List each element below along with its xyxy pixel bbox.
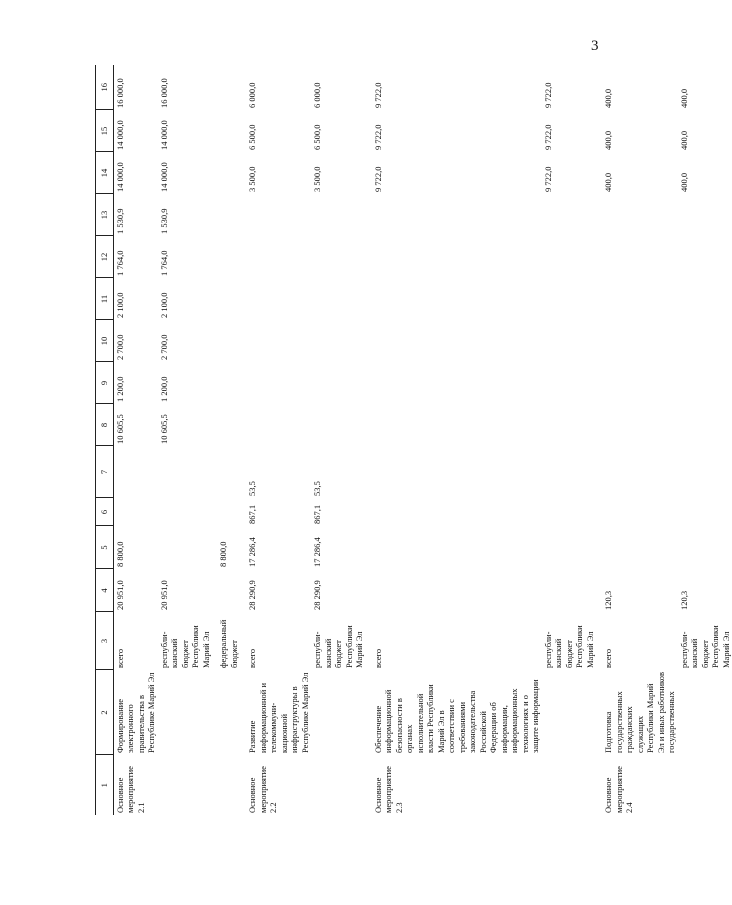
funding-source-cell: всего <box>603 648 613 668</box>
value-cell <box>311 404 366 446</box>
value-cell <box>372 446 542 498</box>
column-number-13: 13 <box>96 194 114 236</box>
value-cell: 8 800,0 <box>218 541 228 567</box>
value-cell: 2 100,0 <box>158 292 169 318</box>
value-cell <box>311 236 366 278</box>
column-number-7: 7 <box>96 446 114 498</box>
value-cell <box>158 526 213 569</box>
column-number-row <box>96 65 114 815</box>
column-number-14: 14 <box>96 152 114 194</box>
value-cell <box>602 278 678 320</box>
event-cell: Основное мероприятие 2.3 <box>372 766 404 813</box>
value-cell <box>372 526 542 569</box>
value-cell <box>212 194 240 236</box>
value-cell: 9 722,0 <box>372 166 383 192</box>
event-cell: Основное мероприятие 2.4 <box>603 766 634 813</box>
value-cell <box>212 152 240 194</box>
event-cell: Основное мероприятие 2.2 <box>247 766 278 813</box>
value-cell: 28 290,9 <box>247 580 257 610</box>
value-cell <box>678 404 732 446</box>
value-cell <box>158 498 213 526</box>
value-cell <box>542 362 597 404</box>
value-cell: 2 700,0 <box>158 334 169 360</box>
column-number-4: 4 <box>96 569 114 612</box>
event-cell <box>158 755 213 815</box>
value-cell <box>372 404 542 446</box>
value-cell: 10 605,5 <box>158 414 169 444</box>
funding-source-cell: республи-канский бюджет Республики Марий Эл <box>312 625 364 668</box>
funding-source-cell: всего <box>372 648 383 668</box>
value-cell <box>678 362 732 404</box>
value-cell <box>602 498 678 526</box>
column-number-1: 1 <box>96 755 114 815</box>
value-cell <box>212 278 240 320</box>
value-cell: 2 700,0 <box>114 334 125 360</box>
value-cell <box>678 446 732 498</box>
value-cell: 16 000,0 <box>114 78 125 108</box>
value-cell <box>311 194 366 236</box>
column-number-15: 15 <box>96 110 114 152</box>
value-cell <box>246 404 311 446</box>
event-name-cell: Формирование электронного правительства в Республике Марий Эл <box>114 672 156 753</box>
value-cell <box>311 320 366 362</box>
value-cell <box>113 446 158 498</box>
table-row <box>678 65 732 815</box>
event-cell <box>542 755 597 815</box>
value-cell: 3 500,0 <box>247 166 257 192</box>
value-cell <box>212 446 240 498</box>
table-row <box>246 65 311 815</box>
value-cell <box>678 320 732 362</box>
value-cell <box>542 498 597 526</box>
value-cell <box>311 278 366 320</box>
event-name-cell <box>678 670 732 755</box>
table-row <box>158 65 213 815</box>
value-cell: 400,0 <box>603 130 613 150</box>
value-cell <box>602 236 678 278</box>
value-cell <box>212 569 240 612</box>
value-cell <box>678 236 732 278</box>
value-cell: 17 286,4 <box>247 537 257 567</box>
value-cell <box>246 194 311 236</box>
value-cell: 3 500,0 <box>312 166 322 192</box>
value-cell <box>372 194 542 236</box>
value-cell <box>678 194 732 236</box>
event-name-cell <box>158 670 213 755</box>
rotated-table-page <box>95 45 731 815</box>
value-cell: 14 000,0 <box>114 162 125 192</box>
value-cell <box>372 320 542 362</box>
column-number-16: 16 <box>96 65 114 110</box>
value-cell <box>212 236 240 278</box>
value-cell <box>542 526 597 569</box>
value-cell: 6 500,0 <box>247 124 257 150</box>
value-cell <box>602 526 678 569</box>
funding-source-cell: республи-канский бюджет Республики Марий Эл <box>542 625 595 668</box>
value-cell: 9 722,0 <box>542 166 553 192</box>
value-cell <box>212 110 240 152</box>
value-cell: 6 000,0 <box>312 82 322 108</box>
value-cell <box>542 236 597 278</box>
value-cell <box>542 194 597 236</box>
value-cell <box>542 320 597 362</box>
value-cell: 20 951,0 <box>158 580 169 610</box>
value-cell <box>246 320 311 362</box>
funding-source-cell: федеральный бюджет <box>218 619 239 668</box>
column-number-6: 6 <box>96 498 114 526</box>
value-cell: 400,0 <box>678 88 689 108</box>
value-cell: 120,3 <box>678 590 689 610</box>
value-cell: 14 000,0 <box>158 162 169 192</box>
table-row <box>212 65 240 815</box>
column-number-12: 12 <box>96 236 114 278</box>
value-cell <box>542 569 597 612</box>
value-cell: 2 100,0 <box>114 292 125 318</box>
value-cell: 400,0 <box>678 130 689 150</box>
column-number-10: 10 <box>96 320 114 362</box>
funding-source-cell: всего <box>114 648 125 668</box>
value-cell: 28 290,9 <box>312 580 322 610</box>
budget-table <box>95 65 732 815</box>
table-row <box>602 65 678 815</box>
value-cell <box>542 278 597 320</box>
value-cell: 6 500,0 <box>312 124 322 150</box>
event-cell <box>678 755 732 815</box>
value-cell: 6 000,0 <box>247 82 257 108</box>
column-number-2: 2 <box>96 670 114 755</box>
value-cell: 400,0 <box>678 172 689 192</box>
value-cell: 867,1 <box>247 504 257 524</box>
value-cell <box>602 404 678 446</box>
value-cell <box>372 569 542 612</box>
value-cell <box>246 236 311 278</box>
value-cell <box>678 526 732 569</box>
value-cell <box>212 320 240 362</box>
value-cell <box>602 446 678 498</box>
value-cell: 9 722,0 <box>542 124 553 150</box>
value-cell: 1 530,9 <box>158 208 169 234</box>
value-cell <box>602 320 678 362</box>
value-cell: 53,5 <box>247 481 257 496</box>
table-row <box>113 65 158 815</box>
value-cell: 1 764,0 <box>158 250 169 276</box>
table-row <box>372 65 542 815</box>
value-cell <box>542 446 597 498</box>
value-cell <box>246 278 311 320</box>
column-number-5: 5 <box>96 526 114 569</box>
value-cell: 20 951,0 <box>114 580 125 610</box>
value-cell: 120,3 <box>603 590 613 610</box>
value-cell <box>602 362 678 404</box>
event-name-cell: Обеспечение информационной безопасности в органах исполнительной власти Республики Марий Эл в соответствии с требованиями законодательства Российской Федерации об информации, информационных технологиях и о защите информации <box>372 679 540 753</box>
event-cell <box>212 755 240 815</box>
event-name-cell <box>311 670 366 755</box>
value-cell <box>542 404 597 446</box>
value-cell <box>212 498 240 526</box>
value-cell: 9 722,0 <box>542 82 553 108</box>
column-number-9: 9 <box>96 362 114 404</box>
funding-source-cell: республи-канский бюджет Республики Марий Эл <box>678 625 731 668</box>
value-cell: 16 000,0 <box>158 78 169 108</box>
table-row <box>542 65 597 815</box>
value-cell: 9 722,0 <box>372 82 383 108</box>
value-cell: 1 200,0 <box>114 376 125 402</box>
value-cell: 53,5 <box>312 481 322 496</box>
event-name-cell: Подготовка государственных гражданских служащих Республики Марий Эл и иных работников государственных <box>603 672 676 753</box>
column-number-8: 8 <box>96 404 114 446</box>
value-cell <box>678 498 732 526</box>
event-name-cell <box>212 670 240 755</box>
event-cell: Основное мероприятие 2.1 <box>114 766 146 813</box>
value-cell <box>602 194 678 236</box>
value-cell <box>212 362 240 404</box>
page-number: 3 <box>591 38 599 54</box>
column-number-3: 3 <box>96 612 114 670</box>
value-cell <box>113 498 158 526</box>
value-cell: 14 000,0 <box>114 120 125 150</box>
value-cell: 9 722,0 <box>372 124 383 150</box>
value-cell <box>372 362 542 404</box>
value-cell <box>678 278 732 320</box>
value-cell <box>158 446 213 498</box>
value-cell <box>372 236 542 278</box>
value-cell: 400,0 <box>603 88 613 108</box>
value-cell <box>246 362 311 404</box>
table-row <box>311 65 366 815</box>
funding-source-cell: всего <box>247 648 257 668</box>
value-cell: 867,1 <box>312 504 322 524</box>
event-name-cell <box>542 670 597 755</box>
column-number-11: 11 <box>96 278 114 320</box>
event-name-cell: Развитие информационной и телекоммуни-кационной инфраструктуры в Республике Марий Эл <box>247 672 310 753</box>
event-cell <box>311 755 366 815</box>
value-cell: 14 000,0 <box>158 120 169 150</box>
value-cell <box>311 362 366 404</box>
value-cell: 1 764,0 <box>114 250 125 276</box>
value-cell: 8 800,0 <box>114 541 125 567</box>
value-cell <box>212 65 240 110</box>
funding-source-cell: республи-канский бюджет Республики Марий Эл <box>158 625 211 668</box>
value-cell: 17 286,4 <box>312 537 322 567</box>
value-cell <box>212 404 240 446</box>
value-cell: 1 200,0 <box>158 376 169 402</box>
value-cell: 1 530,9 <box>114 208 125 234</box>
value-cell: 400,0 <box>603 172 613 192</box>
value-cell <box>372 498 542 526</box>
value-cell <box>372 278 542 320</box>
value-cell: 10 605,5 <box>114 414 125 444</box>
